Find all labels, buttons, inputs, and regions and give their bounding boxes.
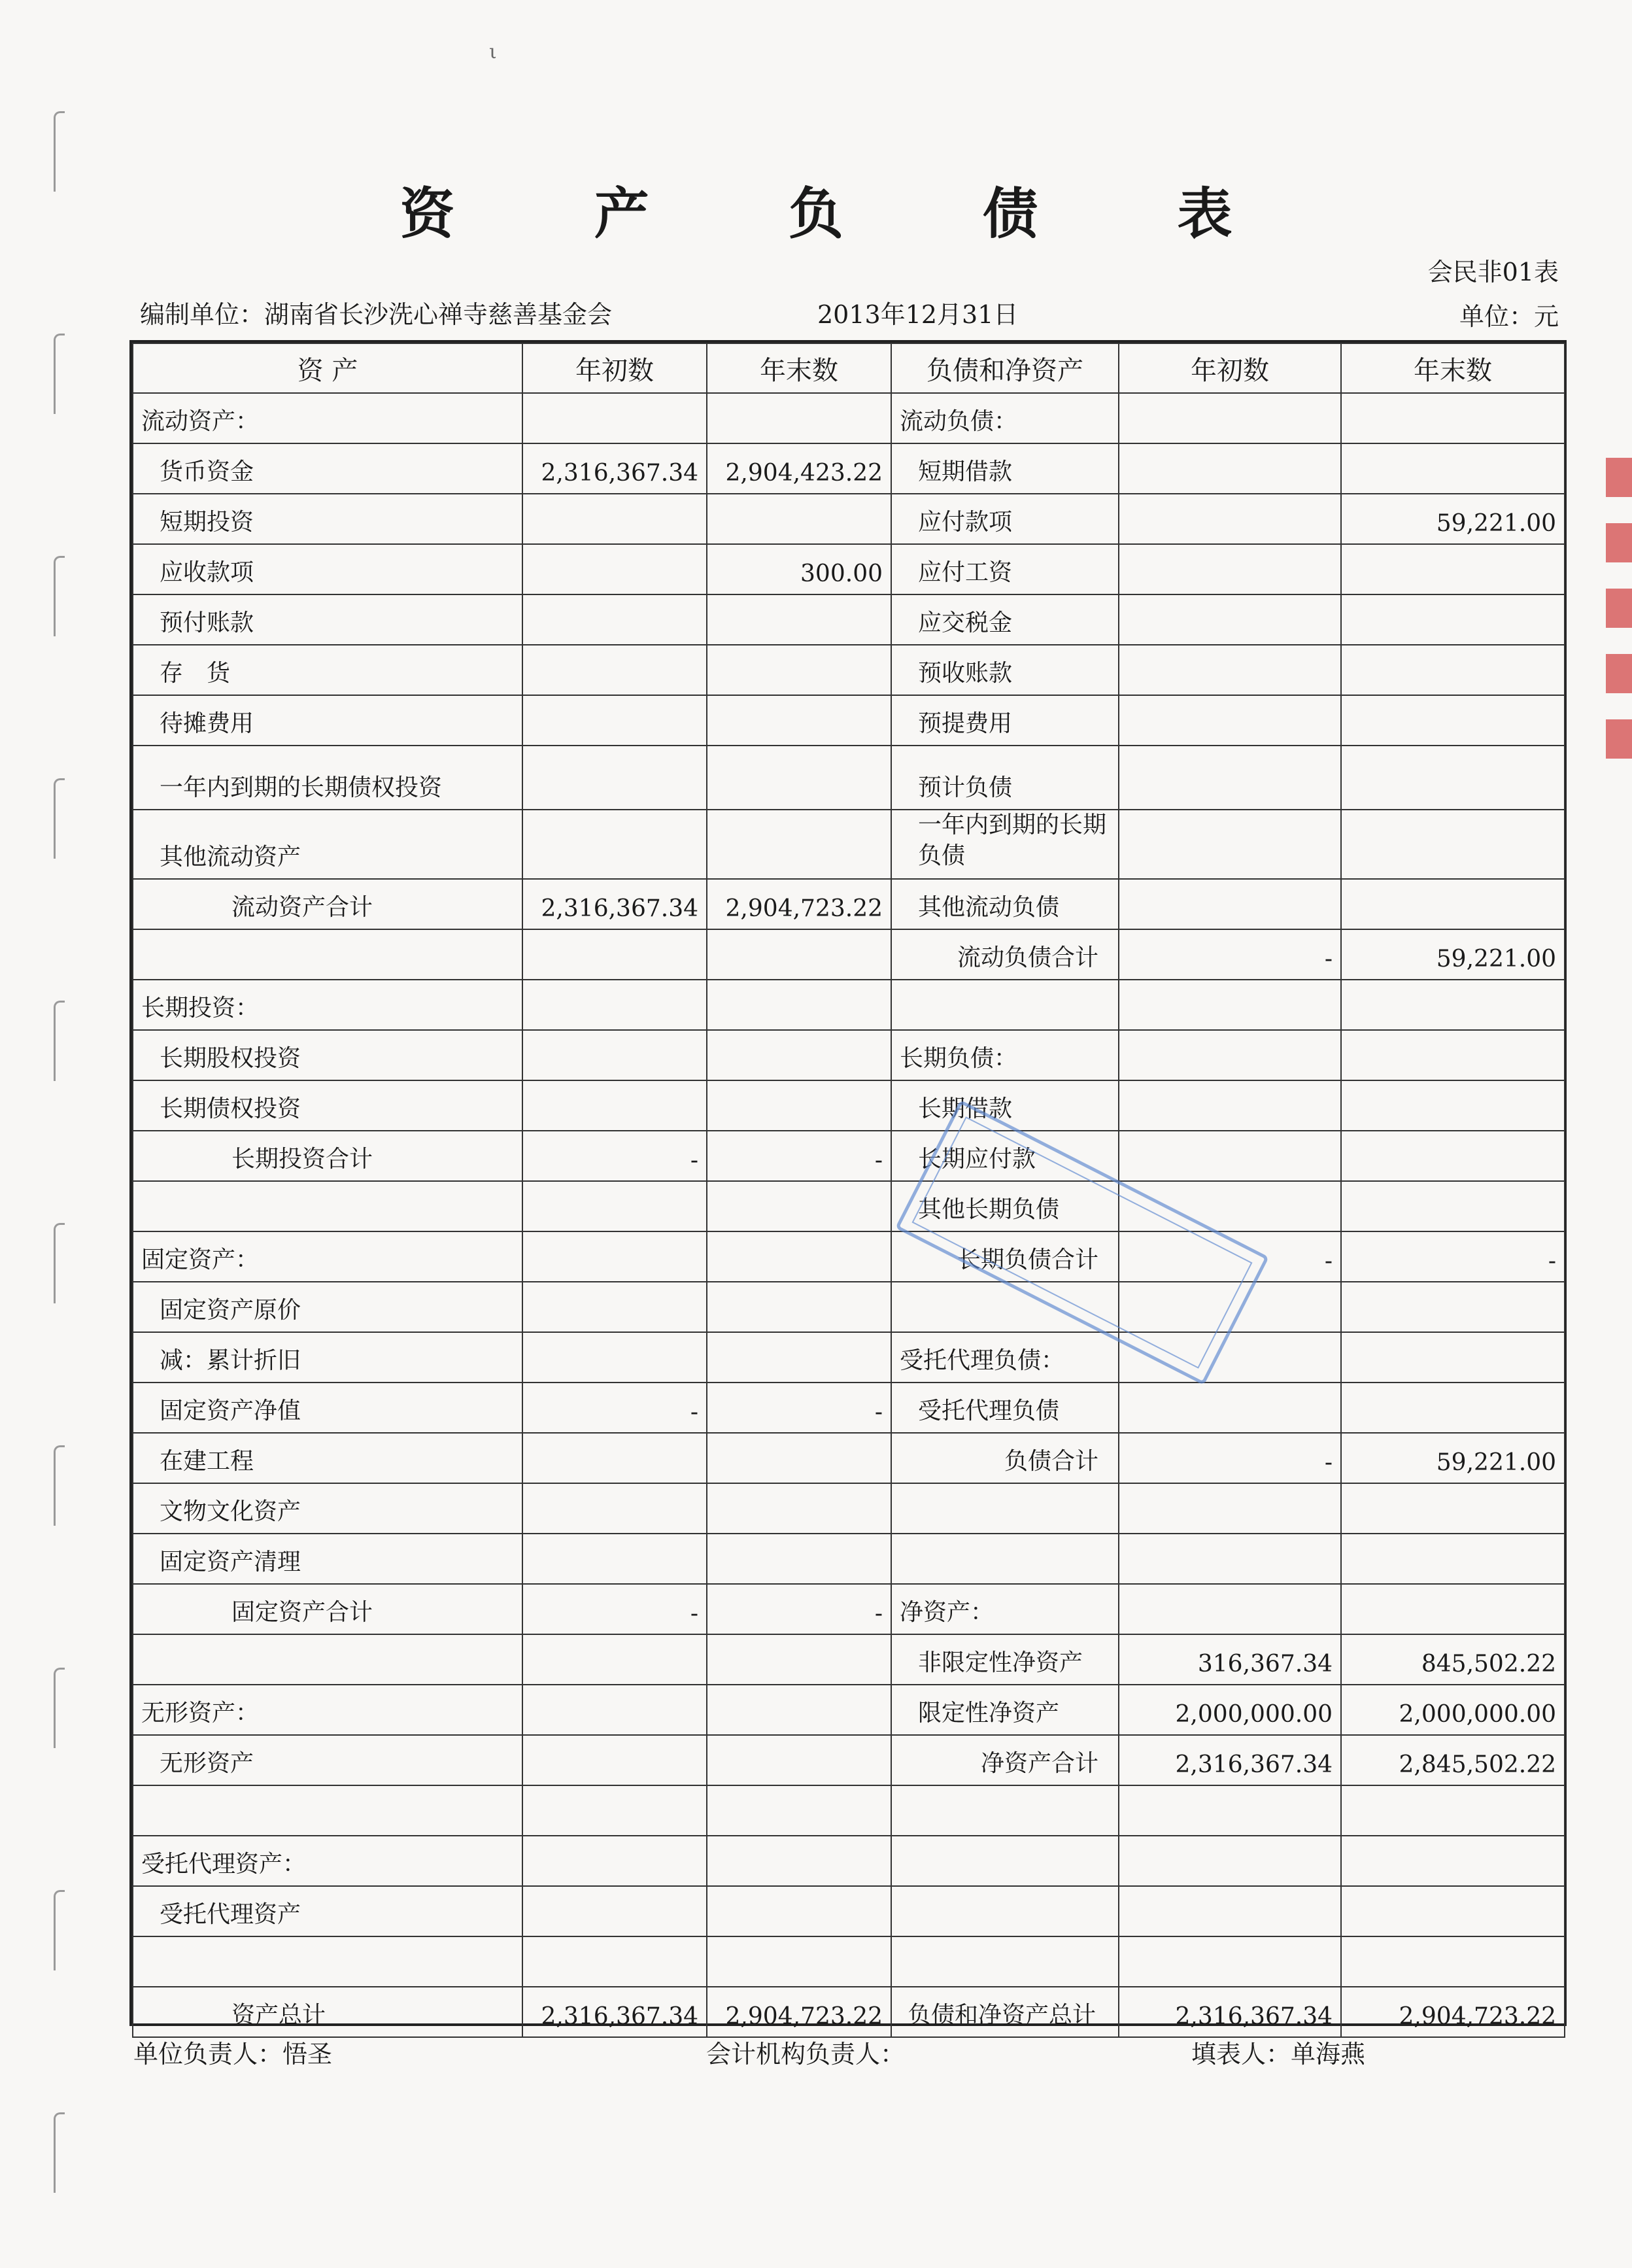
liability-item-cell: 应付款项 <box>891 494 1119 544</box>
liability-closing-cell <box>1341 746 1565 810</box>
liability-closing-cell <box>1341 1584 1565 1634</box>
liability-item-cell: 其他长期负债 <box>891 1181 1119 1231</box>
asset-opening-cell <box>522 544 707 594</box>
asset-item-cell: 长期债权投资 <box>133 1080 522 1131</box>
liability-closing-cell: - <box>1341 1231 1565 1282</box>
liability-item-cell: 受托代理负债 <box>891 1383 1119 1433</box>
liability-closing-cell: 59,221.00 <box>1341 494 1565 544</box>
asset-closing-cell: 2,904,723.22 <box>707 1987 891 2037</box>
liability-opening-cell <box>1119 1131 1341 1181</box>
liability-item-cell <box>891 1836 1119 1886</box>
table-row <box>133 980 1565 1030</box>
report-date: 2013年12月31日 <box>817 300 1019 329</box>
table-row <box>133 1634 1565 1685</box>
liability-opening-cell <box>1119 1836 1341 1886</box>
asset-opening-cell <box>522 645 707 695</box>
liability-item-cell: 应交税金 <box>891 594 1119 645</box>
asset-closing-cell <box>707 929 891 980</box>
table-row <box>133 645 1565 695</box>
currency-unit: 单位：元 <box>1459 302 1559 331</box>
table-row <box>133 594 1565 645</box>
header-opening: 年初数 <box>1119 343 1341 393</box>
asset-item-cell: 流动资产： <box>133 393 522 443</box>
asset-item-cell: 待摊费用 <box>133 695 522 746</box>
asset-closing-cell <box>707 494 891 544</box>
asset-closing-cell <box>707 393 891 443</box>
liability-opening-cell <box>1119 1483 1341 1534</box>
header-assets: 资 产 <box>133 343 522 393</box>
liability-item-cell: 流动负债合计 <box>891 929 1119 980</box>
asset-item-cell <box>133 1634 522 1685</box>
asset-opening-cell <box>522 695 707 746</box>
liability-closing-cell: 59,221.00 <box>1341 929 1565 980</box>
asset-opening-cell: - <box>522 1131 707 1181</box>
liability-opening-cell <box>1119 1030 1341 1080</box>
table-row <box>133 1080 1565 1131</box>
asset-opening-cell: - <box>522 1383 707 1433</box>
liability-opening-cell: 316,367.34 <box>1119 1634 1341 1685</box>
asset-item-cell: 无形资产： <box>133 1685 522 1735</box>
asset-item-cell: 长期投资： <box>133 980 522 1030</box>
asset-item-cell: 固定资产清理 <box>133 1534 522 1584</box>
asset-item-cell: 无形资产 <box>133 1735 522 1785</box>
asset-closing-cell <box>707 1685 891 1735</box>
liability-closing-cell: 2,845,502.22 <box>1341 1735 1565 1785</box>
liability-item-cell: 应付工资 <box>891 544 1119 594</box>
asset-closing-cell: 2,904,423.22 <box>707 443 891 494</box>
asset-item-cell <box>133 1936 522 1987</box>
table-row <box>133 1534 1565 1584</box>
liability-opening-cell <box>1119 879 1341 929</box>
liability-opening-cell <box>1119 810 1341 879</box>
liability-closing-cell <box>1341 1332 1565 1383</box>
liability-opening-cell <box>1119 980 1341 1030</box>
table-row <box>133 494 1565 544</box>
asset-closing-cell <box>707 594 891 645</box>
liability-item-cell: 长期负债： <box>891 1030 1119 1080</box>
asset-opening-cell <box>522 1231 707 1282</box>
asset-item-cell: 固定资产合计 <box>133 1584 522 1634</box>
asset-opening-cell <box>522 1634 707 1685</box>
liability-item-cell: 非限定性净资产 <box>891 1634 1119 1685</box>
liability-item-cell: 预计负债 <box>891 746 1119 810</box>
liability-closing-cell <box>1341 1836 1565 1886</box>
binding-hole <box>54 111 65 192</box>
asset-item-cell: 其他流动资产 <box>133 810 522 879</box>
liability-opening-cell <box>1119 1886 1341 1936</box>
liability-closing-cell <box>1341 1534 1565 1584</box>
header-closing: 年末数 <box>1341 343 1565 393</box>
table-row <box>133 1181 1565 1231</box>
table-row <box>133 1282 1565 1332</box>
liability-item-cell: 预提费用 <box>891 695 1119 746</box>
binding-hole <box>54 1223 65 1303</box>
table-row <box>133 443 1565 494</box>
asset-item-cell: 固定资产： <box>133 1231 522 1282</box>
asset-closing-cell <box>707 1886 891 1936</box>
asset-opening-cell: - <box>522 1584 707 1634</box>
asset-closing-cell <box>707 1433 891 1483</box>
asset-closing-cell <box>707 1634 891 1685</box>
binding-hole <box>54 556 65 636</box>
preparing-organization: 编制单位：湖南省长沙洗心禅寺慈善基金会 <box>140 300 613 329</box>
liability-item-cell: 预收账款 <box>891 645 1119 695</box>
asset-closing-cell: 2,904,723.22 <box>707 879 891 929</box>
liability-closing-cell <box>1341 1785 1565 1836</box>
asset-closing-cell <box>707 695 891 746</box>
liability-closing-cell: 845,502.22 <box>1341 1634 1565 1685</box>
table-row <box>133 1987 1565 2037</box>
liability-opening-cell <box>1119 1534 1341 1584</box>
asset-item-cell <box>133 929 522 980</box>
asset-item-cell: 文物文化资产 <box>133 1483 522 1534</box>
balance-sheet-table <box>132 343 1565 2038</box>
asset-item-cell: 资产总计 <box>133 1987 522 2037</box>
table-row <box>133 1483 1565 1534</box>
table-row <box>133 1785 1565 1836</box>
liability-closing-cell <box>1341 1131 1565 1181</box>
asset-opening-cell <box>522 980 707 1030</box>
liability-closing-cell <box>1341 645 1565 695</box>
liability-item-cell <box>891 1886 1119 1936</box>
liability-opening-cell: - <box>1119 1433 1341 1483</box>
asset-closing-cell <box>707 1080 891 1131</box>
liability-closing-cell <box>1341 393 1565 443</box>
liability-opening-cell <box>1119 443 1341 494</box>
document-title: 资 产 负 债 表 <box>400 181 1293 246</box>
liability-item-cell: 长期借款 <box>891 1080 1119 1131</box>
binding-hole <box>54 1668 65 1748</box>
table-row <box>133 695 1565 746</box>
table-row <box>133 1030 1565 1080</box>
asset-closing-cell <box>707 645 891 695</box>
unit-head: 单位负责人：悟圣 <box>133 2040 333 2069</box>
liability-item-cell: 长期应付款 <box>891 1131 1119 1181</box>
asset-opening-cell <box>522 1936 707 1987</box>
preparer: 填表人：单海燕 <box>1191 2040 1366 2069</box>
asset-opening-cell <box>522 1685 707 1735</box>
liability-item-cell: 流动负债： <box>891 393 1119 443</box>
asset-opening-cell: 2,316,367.34 <box>522 1987 707 2037</box>
liability-item-cell: 负债和净资产总计 <box>891 1987 1119 2037</box>
table-row <box>133 1936 1565 1987</box>
asset-item-cell: 受托代理资产： <box>133 1836 522 1886</box>
asset-closing-cell <box>707 1836 891 1886</box>
table-row <box>133 746 1565 810</box>
table-row <box>133 1332 1565 1383</box>
asset-opening-cell <box>522 1735 707 1785</box>
binding-hole <box>54 1890 65 1970</box>
liability-item-cell: 其他流动负债 <box>891 879 1119 929</box>
asset-opening-cell <box>522 1080 707 1131</box>
liability-closing-cell <box>1341 1483 1565 1534</box>
asset-item-cell: 流动资产合计 <box>133 879 522 929</box>
liability-closing-cell <box>1341 544 1565 594</box>
asset-closing-cell: - <box>707 1131 891 1181</box>
asset-closing-cell <box>707 1785 891 1836</box>
asset-item-cell: 长期投资合计 <box>133 1131 522 1181</box>
table-row <box>133 810 1565 879</box>
table-row <box>133 1433 1565 1483</box>
asset-closing-cell <box>707 1936 891 1987</box>
liability-item-cell: 限定性净资产 <box>891 1685 1119 1735</box>
asset-opening-cell <box>522 1332 707 1383</box>
table-row <box>133 1735 1565 1785</box>
table-row <box>133 1383 1565 1433</box>
asset-item-cell <box>133 1181 522 1231</box>
liability-opening-cell <box>1119 544 1341 594</box>
binding-hole <box>54 334 65 414</box>
liability-opening-cell <box>1119 1584 1341 1634</box>
liability-closing-cell <box>1341 1181 1565 1231</box>
liability-closing-cell: 2,904,723.22 <box>1341 1987 1565 2037</box>
binding-hole <box>54 2112 65 2193</box>
asset-opening-cell <box>522 746 707 810</box>
asset-opening-cell: 2,316,367.34 <box>522 443 707 494</box>
liability-item-cell: 短期借款 <box>891 443 1119 494</box>
asset-opening-cell <box>522 1181 707 1231</box>
liability-item-cell <box>891 1785 1119 1836</box>
liability-closing-cell <box>1341 1936 1565 1987</box>
liability-opening-cell <box>1119 393 1341 443</box>
liability-closing-cell <box>1341 980 1565 1030</box>
liability-item-cell: 净资产合计 <box>891 1735 1119 1785</box>
table-row <box>133 1685 1565 1735</box>
header-liabilities-equity: 负债和净资产 <box>891 343 1119 393</box>
liability-opening-cell <box>1119 1785 1341 1836</box>
liability-item-cell: 一年内到期的长期负债 <box>891 810 1119 879</box>
asset-closing-cell <box>707 810 891 879</box>
accounting-head: 会计机构负责人： <box>706 2040 906 2069</box>
asset-opening-cell <box>522 1836 707 1886</box>
liability-item-cell: 负债合计 <box>891 1433 1119 1483</box>
asset-item-cell: 存 货 <box>133 645 522 695</box>
liability-opening-cell: 2,316,367.34 <box>1119 1735 1341 1785</box>
asset-closing-cell <box>707 746 891 810</box>
asset-opening-cell <box>522 1433 707 1483</box>
table-row <box>133 544 1565 594</box>
asset-closing-cell: 300.00 <box>707 544 891 594</box>
liability-item-cell <box>891 980 1119 1030</box>
liability-opening-cell: 2,316,367.34 <box>1119 1987 1341 2037</box>
asset-opening-cell <box>522 594 707 645</box>
asset-item-cell: 短期投资 <box>133 494 522 544</box>
liability-item-cell: 净资产： <box>891 1584 1119 1634</box>
table-row <box>133 1131 1565 1181</box>
asset-opening-cell <box>522 1030 707 1080</box>
asset-opening-cell <box>522 1534 707 1584</box>
table-row <box>133 1231 1565 1282</box>
asset-item-cell: 应收款项 <box>133 544 522 594</box>
asset-item-cell: 预付账款 <box>133 594 522 645</box>
liability-closing-cell <box>1341 443 1565 494</box>
liability-closing-cell: 59,221.00 <box>1341 1433 1565 1483</box>
liability-item-cell <box>891 1936 1119 1987</box>
liability-opening-cell: - <box>1119 929 1341 980</box>
liability-opening-cell <box>1119 746 1341 810</box>
liability-opening-cell <box>1119 494 1341 544</box>
asset-opening-cell <box>522 1282 707 1332</box>
liability-closing-cell <box>1341 810 1565 879</box>
liability-closing-cell: 2,000,000.00 <box>1341 1685 1565 1735</box>
liability-closing-cell <box>1341 1080 1565 1131</box>
table-row <box>133 929 1565 980</box>
red-seal-edge <box>1606 458 1632 772</box>
asset-opening-cell <box>522 494 707 544</box>
binding-hole <box>54 1001 65 1081</box>
asset-item-cell: 一年内到期的长期债权投资 <box>133 746 522 810</box>
binding-hole <box>54 778 65 859</box>
asset-closing-cell: - <box>707 1584 891 1634</box>
asset-closing-cell <box>707 1735 891 1785</box>
balance-sheet-frame <box>129 340 1567 2030</box>
asset-item-cell <box>133 1785 522 1836</box>
liability-item-cell: 长期负债合计 <box>891 1231 1119 1282</box>
asset-item-cell: 货币资金 <box>133 443 522 494</box>
table-row <box>133 1886 1565 1936</box>
form-number: 会民非01表 <box>1427 258 1559 286</box>
liability-item-cell: 受托代理负债： <box>891 1332 1119 1383</box>
liability-opening-cell <box>1119 1080 1341 1131</box>
liability-opening-cell <box>1119 1383 1341 1433</box>
binding-hole <box>54 1445 65 1526</box>
header-row <box>133 343 1565 393</box>
asset-closing-cell <box>707 1181 891 1231</box>
liability-closing-cell <box>1341 594 1565 645</box>
asset-opening-cell: 2,316,367.34 <box>522 879 707 929</box>
liability-opening-cell <box>1119 645 1341 695</box>
asset-closing-cell <box>707 980 891 1030</box>
asset-opening-cell <box>522 393 707 443</box>
table-row <box>133 393 1565 443</box>
asset-item-cell: 受托代理资产 <box>133 1886 522 1936</box>
liability-closing-cell <box>1341 879 1565 929</box>
asset-item-cell: 固定资产净值 <box>133 1383 522 1433</box>
liability-closing-cell <box>1341 1282 1565 1332</box>
liability-item-cell <box>891 1534 1119 1584</box>
liability-closing-cell <box>1341 1030 1565 1080</box>
liability-opening-cell <box>1119 594 1341 645</box>
margin-mark: ι <box>489 41 497 63</box>
asset-opening-cell <box>522 1483 707 1534</box>
liability-closing-cell <box>1341 1886 1565 1936</box>
asset-closing-cell <box>707 1534 891 1584</box>
asset-item-cell: 固定资产原价 <box>133 1282 522 1332</box>
asset-closing-cell <box>707 1231 891 1282</box>
table-row <box>133 1584 1565 1634</box>
asset-closing-cell <box>707 1282 891 1332</box>
header-opening: 年初数 <box>522 343 707 393</box>
liability-opening-cell: - <box>1119 1231 1341 1282</box>
asset-opening-cell <box>522 810 707 879</box>
asset-opening-cell <box>522 1886 707 1936</box>
asset-opening-cell <box>522 929 707 980</box>
table-row <box>133 1836 1565 1886</box>
liability-opening-cell <box>1119 695 1341 746</box>
liability-item-cell <box>891 1483 1119 1534</box>
asset-item-cell: 在建工程 <box>133 1433 522 1483</box>
table-row <box>133 879 1565 929</box>
header-closing: 年末数 <box>707 343 891 393</box>
liability-opening-cell: 2,000,000.00 <box>1119 1685 1341 1735</box>
asset-closing-cell: - <box>707 1383 891 1433</box>
asset-closing-cell <box>707 1030 891 1080</box>
asset-item-cell: 减：累计折旧 <box>133 1332 522 1383</box>
asset-opening-cell <box>522 1785 707 1836</box>
liability-closing-cell <box>1341 695 1565 746</box>
asset-closing-cell <box>707 1332 891 1383</box>
liability-opening-cell <box>1119 1936 1341 1987</box>
asset-item-cell: 长期股权投资 <box>133 1030 522 1080</box>
liability-closing-cell <box>1341 1383 1565 1433</box>
asset-closing-cell <box>707 1483 891 1534</box>
